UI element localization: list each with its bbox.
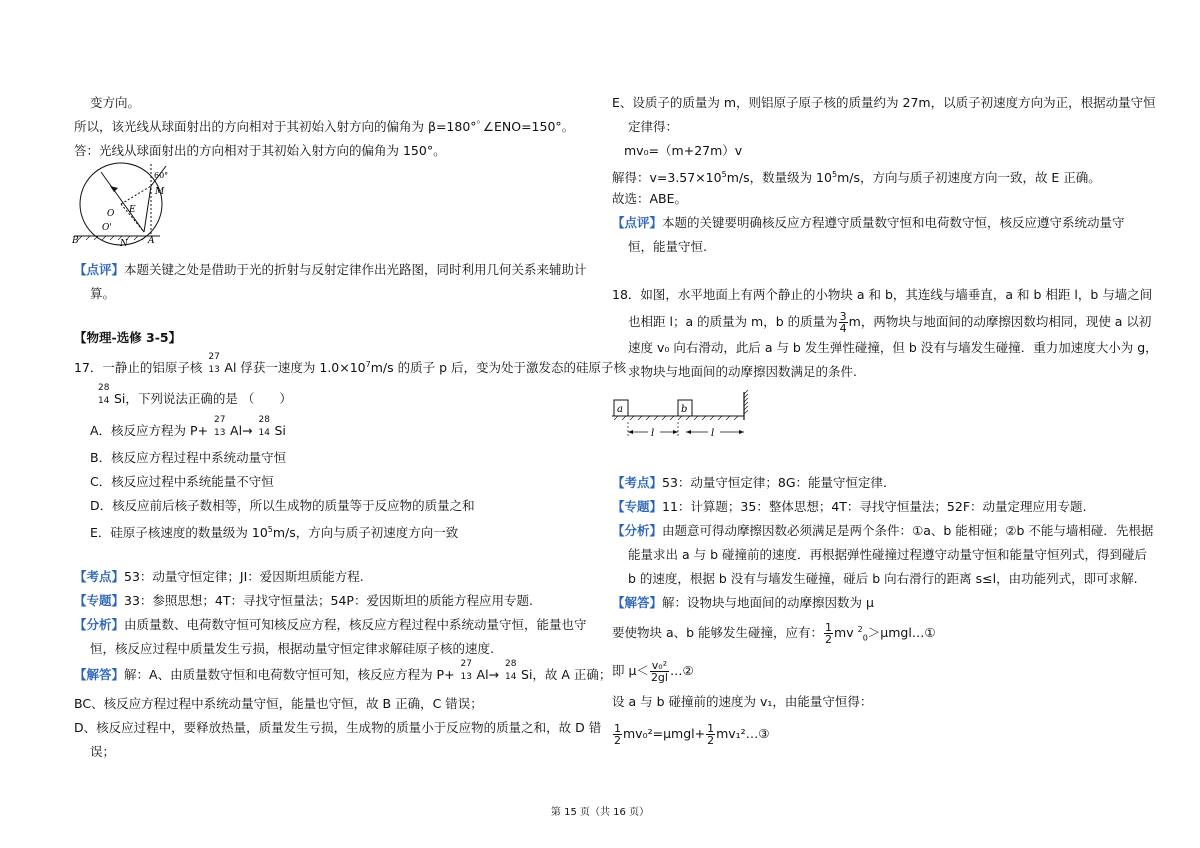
comment-tag: 【点评】 <box>74 262 125 277</box>
point-label: E <box>129 205 136 215</box>
analysis-line: b 的速度，根据 b 没有与墙发生碰撞，碰后 b 向右滑行的距离 s≤l，由功能列式，即可求解. <box>628 571 1138 586</box>
point-label: O' <box>102 223 112 233</box>
point-label: M <box>155 187 165 197</box>
solution-line: 要使物块 a、b 能够发生碰撞，应有： $\frac{1}{2}$ mv $^2_0$＞μmgl…① <box>612 621 936 647</box>
text-line: 恒，能量守恒. <box>628 239 707 254</box>
equation: mv₀=（m+27m）v <box>624 143 743 158</box>
solution-line: 设 a 与 b 碰撞前的速度为 v₁，由能量守恒得： <box>612 694 873 709</box>
topic-line: 【专题】11：计算题；35：整体思想；4T：寻找守恒量法；52F：动量定理应用专题. <box>612 499 1087 514</box>
distance-label: l <box>651 428 655 439</box>
solution-line: D、核反应过程中，要释放热量，质量发生亏损，生成物的质量小于反应物的质量之和，故 D 错 <box>74 720 602 735</box>
distance-label: l <box>711 428 715 439</box>
point-label: N <box>120 239 128 249</box>
text-line: 定律得： <box>628 119 679 134</box>
option-e: E．硅原子核速度的数量级为 $10^5m/s$，方向与质子初速度方向一致 <box>90 525 459 541</box>
question-18-cont: 求物块与地面间的动摩擦因数满足的条件. <box>628 364 857 379</box>
knowledge-line: 【考点】53：动量守恒定律；8G：能量守恒定律. <box>612 475 888 490</box>
solution-line: 误； <box>90 744 116 759</box>
optics-figure <box>74 164 174 248</box>
question-18-cont: 速度 v₀ 向右滑动，此后 a 与 b 发生弹性碰撞，但 b 没有与墙发生碰撞．重力加速度大小为 g， <box>628 340 1158 355</box>
option-a: A．核反应方程为 P+ 27 13 Al→ 28 14 Si <box>90 415 286 438</box>
section-title: 【物理-选修 3-5】 <box>74 330 182 345</box>
text-line: 解得：$v=3.57\times 10^5m/s$，数量级为 $10^5m/s$，方向与质子初速度方向一致，故 E 正确。 <box>612 170 1101 186</box>
comment-line: 【点评】本题的关键要明确核反应方程遵守质量数守恒和电荷数守恒，核反应遵守系统动量守 <box>612 215 1125 230</box>
analysis-line: 【分析】由质量数、电荷数守恒可知核反应方程，核反应方程过程中系统动量守恒，能量也守 <box>74 617 587 632</box>
text-line: E、设质子的质量为 m，则铝原子原子核的质量约为 27m，以质子初速度方向为正，根据动量守恒 <box>612 95 1156 110</box>
topic-line: 【专题】33：参照思想；4T：寻找守恒量法；54P：爱因斯坦的质能方程应用专题. <box>74 593 533 608</box>
option-c: C．核反应过程中系统能量不守恒 <box>90 474 274 489</box>
solution-line: 即 μ＜ $\frac{\text{v₀²}}{2gl}$ …② <box>612 659 694 684</box>
text-line: 变方向。 <box>90 95 141 110</box>
knowledge-line: 【考点】53：动量守恒定律；JI：爱因斯坦质能方程. <box>74 569 364 584</box>
nuclide-al: 27 13 <box>208 352 220 376</box>
angle-label: 60° <box>154 171 169 180</box>
question-17-cont: 28 14 Si，下列说法正确的是 （ ） <box>98 383 292 406</box>
blocks-figure <box>612 392 757 444</box>
question-17: 17．一静止的铝原子核 27 13 Al 俘获一速度为 $1.0\times 10^7m/s$ 的质子 p 后，变为处于激发态的硅原子核 <box>74 352 626 376</box>
analysis-line: 能量求出 a 与 b 碰撞前的速度．再根据弹性碰撞过程遵守动量守恒和能量守恒列式，得到碰后 <box>628 547 1147 562</box>
nuclide-si: 28 14 <box>98 383 110 406</box>
point-label: B <box>72 236 79 246</box>
option-b: B．核反应方程过程中系统动量守恒 <box>90 450 287 465</box>
block-b-label: b <box>681 404 688 415</box>
comment-line: 【点评】本题关键之处是借助于光的折射与反射定律作出光路图，同时利用几何关系来辅助计 <box>74 262 587 277</box>
solution-line: 【解答】解：A、由质量数守恒和电荷数守恒可知，核反应方程为 P+ 27 13 Al→ 28 14 Si，故 A 正确； <box>74 659 612 682</box>
point-label: O <box>107 209 115 219</box>
solution-line: BC、核反应方程过程中系统动量守恒，能量也守恒，故 B 正确，C 错误； <box>74 696 483 711</box>
text-line: 所以，该光线从球面射出的方向相对于其初始入射方向的偏角为 β=180°ﾟ∠ENO=150°。 <box>74 119 575 134</box>
point-label: A <box>148 236 155 246</box>
page-footer: 第 15 页（共 16 页） <box>550 807 650 818</box>
text-line: 算。 <box>90 286 116 301</box>
analysis-line: 【分析】由题意可得动摩擦因数必须满足是两个条件：①a、b 能相碰；②b 不能与墙相碰．先根据 <box>612 523 1154 538</box>
solution-line: $\frac{1}{2}$ mv₀²=μmgl+ $\frac{1}{2}$ mv₁²…③ <box>614 722 770 747</box>
answer-line: 故选：ABE。 <box>612 191 688 206</box>
solution-line: 【解答】解：设物块与地面间的动摩擦因数为 μ <box>612 595 874 610</box>
answer-line: 答：光线从球面射出的方向相对于其初始入射方向的偏角为 150°。 <box>74 143 446 158</box>
option-d: D．核反应前后核子数相等，所以生成物的质量等于反应物的质量之和 <box>90 498 475 513</box>
question-18-cont: 也相距 l；a 的质量为 m，b 的质量为 $\frac{3}{4}$ m，两物块与地面间的动摩擦因数均相同，现使 a 以初 <box>628 310 1152 335</box>
block-a-label: a <box>617 404 623 415</box>
question-18: 18．如图，水平地面上有两个静止的小物块 a 和 b，其连线与墙垂直，a 和 b 相距 l，b 与墙之间 <box>612 287 1153 302</box>
analysis-line: 恒，核反应过程中质量发生亏损，根据动量守恒定律求解硅原子核的速度. <box>90 641 494 656</box>
